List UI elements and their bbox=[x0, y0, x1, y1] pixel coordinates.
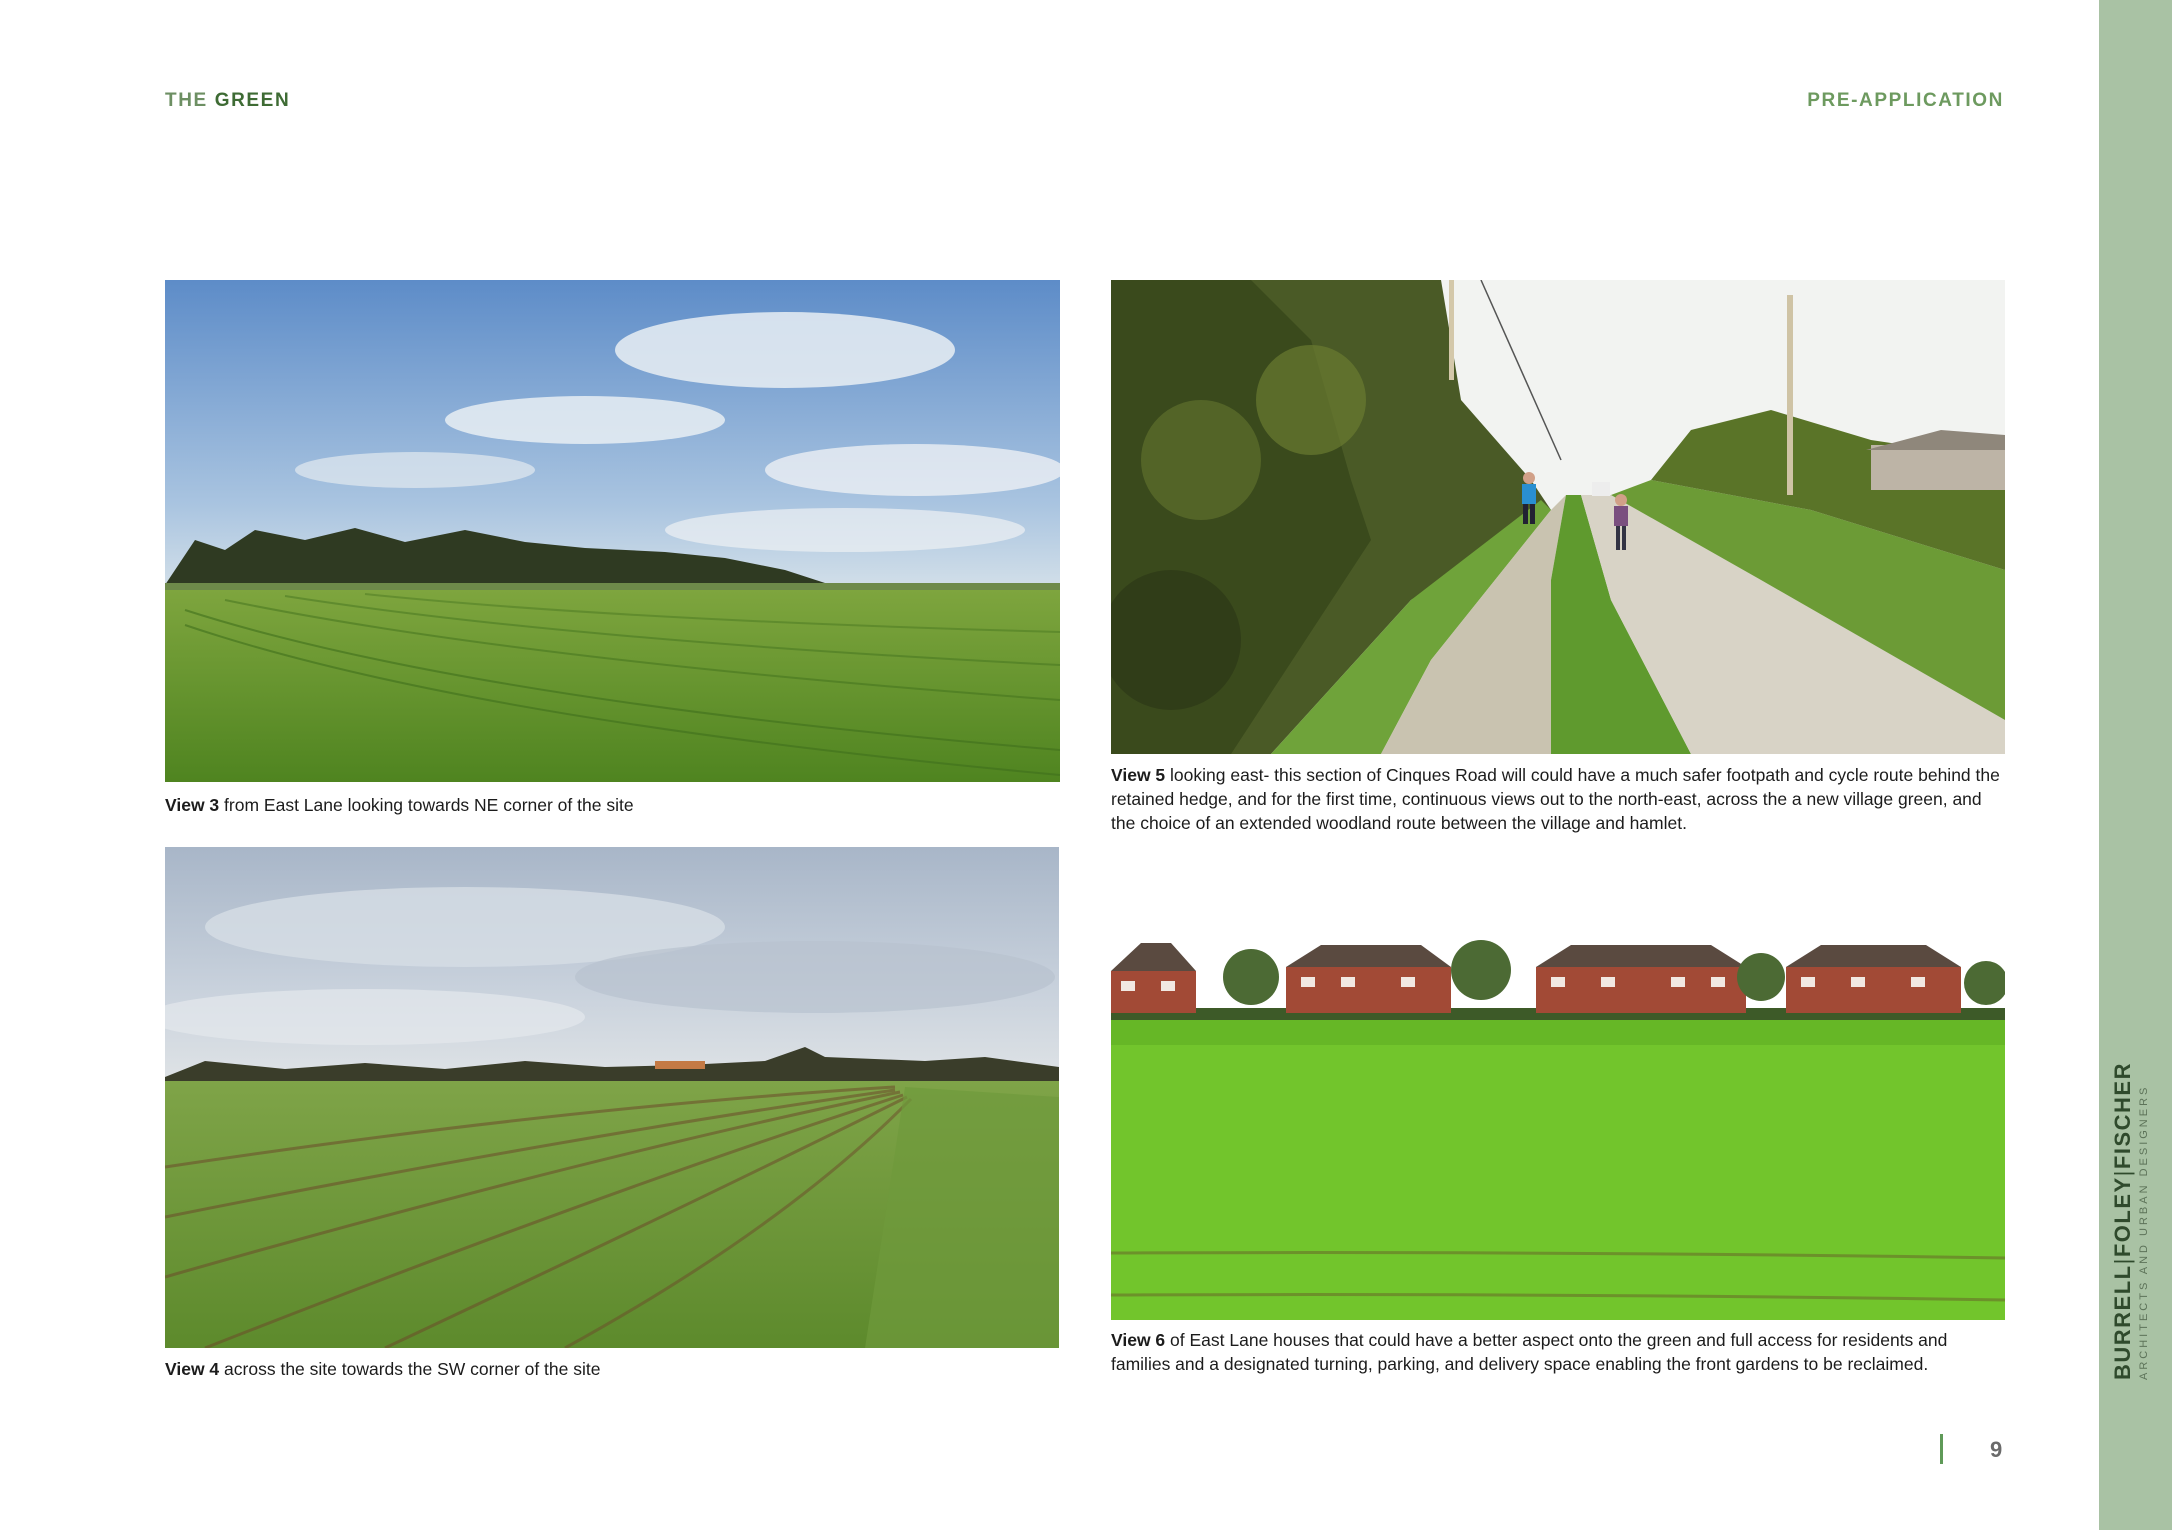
brand-divider: | bbox=[2110, 1169, 2135, 1177]
caption-label: View 5 bbox=[1111, 765, 1166, 785]
photo-view-3 bbox=[165, 280, 1060, 782]
title-strong: GREEN bbox=[214, 90, 291, 111]
photo-view-5 bbox=[1111, 280, 2005, 754]
caption-text: looking east- this section of Cinques Road will could have a much safer footpath and cycle route behind the retained hedge, and for the first time, continuous views out to the north-east, across the a new village green, and the choice of an extended woodland route between the village and hamlet. bbox=[1111, 765, 2000, 833]
caption-view-3 bbox=[165, 793, 1060, 817]
page-number-rule bbox=[1940, 1434, 1943, 1464]
brand-name bbox=[2110, 1062, 2136, 1380]
document-stage: PRE-APPLICATION bbox=[1807, 90, 2004, 111]
caption-view-4 bbox=[165, 1357, 1059, 1381]
brand-divider: | bbox=[2110, 1257, 2135, 1265]
brand-name-3: FISCHER bbox=[2110, 1062, 2135, 1170]
caption-view-6 bbox=[1111, 1328, 2005, 1376]
caption-label: View 4 bbox=[165, 1359, 220, 1379]
brand-name-2: FOLEY bbox=[2110, 1176, 2135, 1258]
page-number: 9 bbox=[1990, 1437, 2003, 1462]
brand-tagline: ARCHITECTS AND URBAN DESIGNERS bbox=[2138, 1084, 2150, 1380]
caption-text: from East Lane looking towards NE corner of the site bbox=[224, 795, 634, 815]
brand-name-1: BURRELL bbox=[2110, 1264, 2135, 1380]
caption-label: View 6 bbox=[1111, 1330, 1166, 1350]
caption-view-5 bbox=[1111, 763, 2005, 835]
caption-label: View 3 bbox=[165, 795, 220, 815]
document-title bbox=[165, 90, 290, 112]
caption-text: of East Lane houses that could have a better aspect onto the green and full access for residents and families and a designated turning, parking, and delivery space enabling the front gardens to be reclaimed. bbox=[1111, 1330, 1948, 1374]
brand-logo bbox=[2110, 1062, 2150, 1380]
photo-view-6 bbox=[1111, 915, 2005, 1320]
title-prefix: THE bbox=[165, 90, 208, 111]
caption-text: across the site towards the SW corner of the site bbox=[224, 1359, 601, 1379]
photo-view-4 bbox=[165, 847, 1059, 1348]
